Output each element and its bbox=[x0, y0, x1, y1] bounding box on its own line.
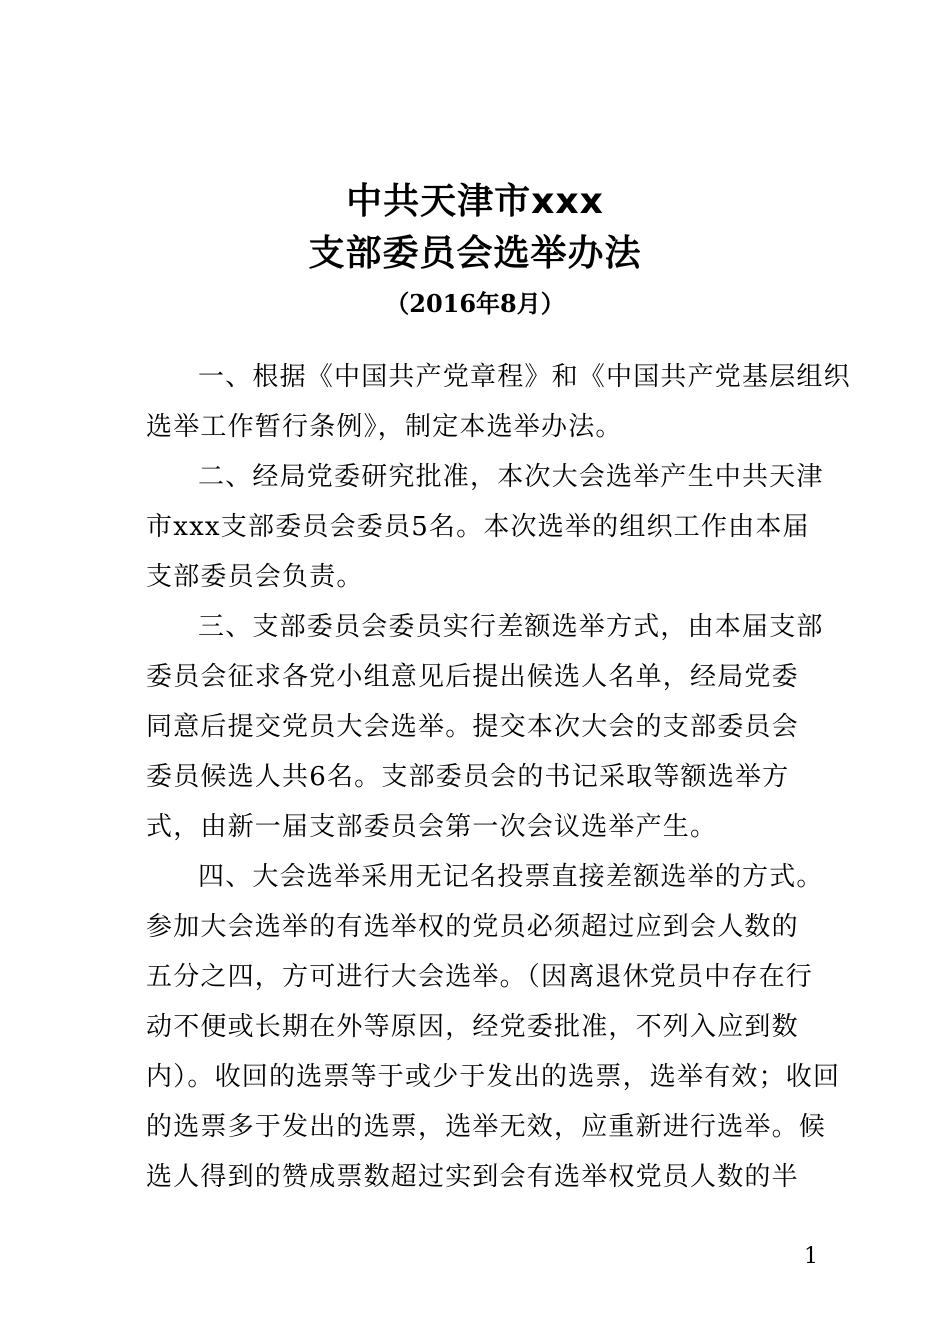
paragraph-line: 市xxx支部委员会委员5名。本次选举的组织工作由本届 bbox=[146, 512, 810, 542]
paragraph-line: 委员候选人共6名。支部委员会的书记采取等额选举方 bbox=[146, 762, 790, 792]
paragraph-line: 支部委员会负责。 bbox=[146, 562, 364, 592]
title-block bbox=[0, 176, 950, 322]
paragraph-line: 同意后提交党员大会选举。提交本次大会的支部委员会 bbox=[146, 712, 799, 742]
paragraph-line: 一、根据《中国共产党章程》和《中国共产党基层组织 bbox=[198, 362, 851, 392]
paragraph-4 bbox=[146, 852, 841, 1202]
paragraph-line: 选人得到的赞成票数超过实到会有选举权党员人数的半 bbox=[146, 1162, 799, 1192]
paragraph-line: 五分之四，方可进行大会选举。（因离退休党员中存在行 bbox=[146, 962, 814, 992]
paragraph-line: 选举工作暂行条例》，制定本选举办法。 bbox=[146, 412, 623, 442]
paragraph-line: 参加大会选举的有选举权的党员必须超过应到会人数的 bbox=[146, 912, 799, 942]
paragraph-line: 委员会征求各党小组意见后提出候选人名单，经局党委 bbox=[146, 662, 799, 692]
document-date: （2016年8月） bbox=[385, 289, 565, 318]
paragraph-line: 二、经局党委研究批准，本次大会选举产生中共天津 bbox=[198, 462, 824, 492]
page-number: 1 bbox=[804, 1244, 818, 1269]
paragraph-line: 内）。收回的选票等于或少于发出的选票，选举有效；收回 bbox=[146, 1062, 841, 1092]
paragraph-3 bbox=[146, 602, 824, 852]
paragraph-line: 三、支部委员会委员实行差额选举方式，由本届支部 bbox=[198, 612, 824, 642]
document-title-line-2: 支部委员会选举办法 bbox=[308, 233, 642, 274]
document-body bbox=[146, 352, 851, 1202]
paragraph-2 bbox=[146, 452, 824, 602]
paragraph-line: 四、大会选举采用无记名投票直接差额选举的方式。 bbox=[198, 862, 824, 892]
paragraph-line: 的选票多于发出的选票，选举无效，应重新进行选举。候 bbox=[146, 1112, 827, 1142]
paragraph-1 bbox=[146, 352, 851, 452]
paragraph-line: 式，由新一届支部委员会第一次会议选举产生。 bbox=[146, 812, 718, 842]
document-title-line-1: 中共天津市xxx bbox=[346, 181, 604, 222]
paragraph-line: 动不便或长期在外等原因，经党委批准，不列入应到数 bbox=[146, 1012, 799, 1042]
